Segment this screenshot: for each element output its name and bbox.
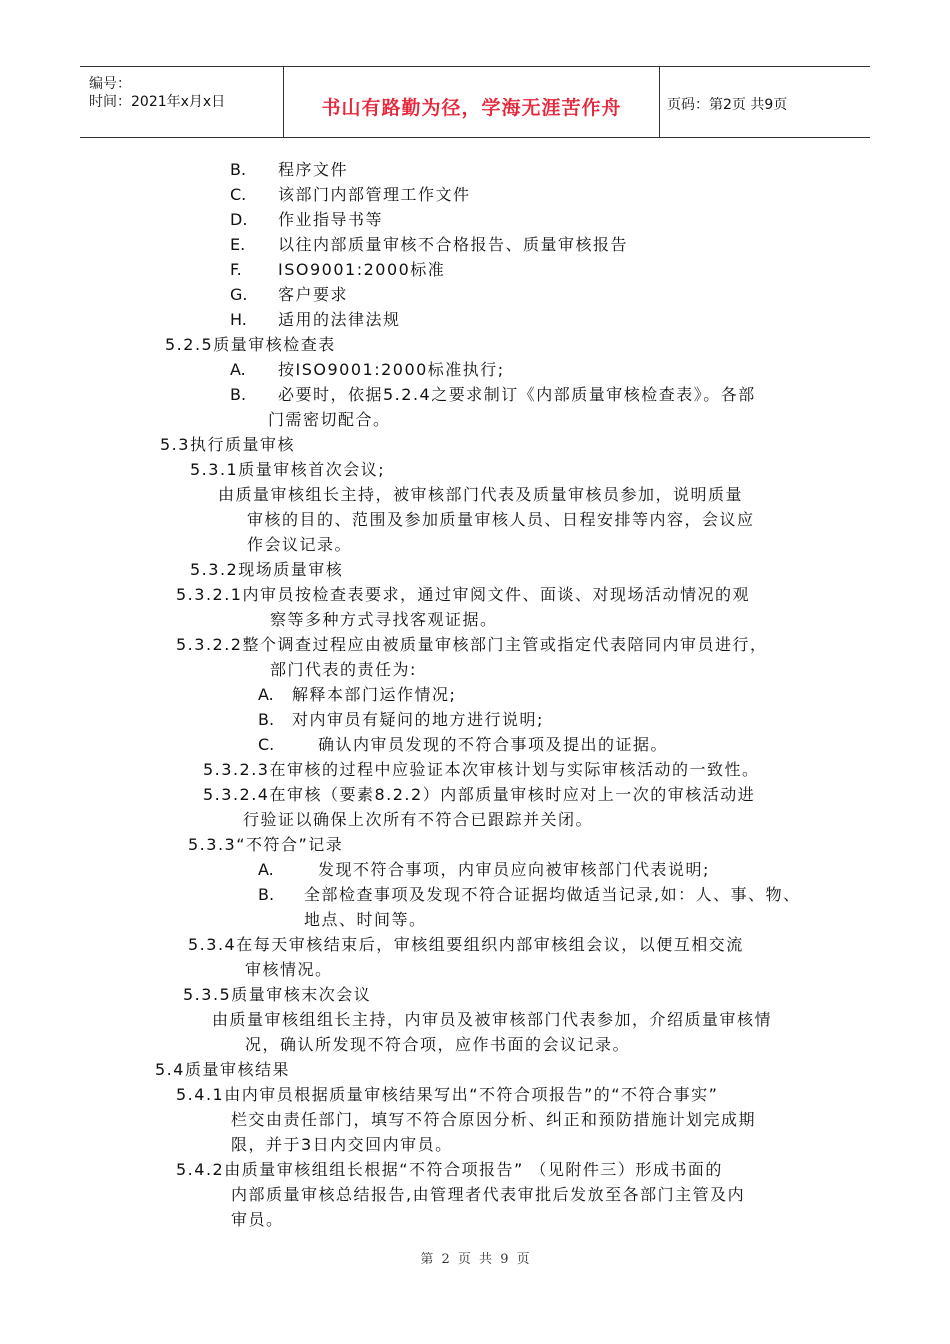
list-marker: C. — [230, 185, 247, 204]
list-item — [230, 360, 505, 380]
list-marker: G. — [230, 285, 248, 304]
list-item — [258, 735, 668, 755]
paragraph-line: 审员。 — [231, 1210, 284, 1229]
list-marker: F. — [230, 260, 242, 279]
list-marker: B. — [230, 385, 247, 404]
list-text: 以往内部质量审核不合格报告、质量审核报告 — [278, 235, 629, 254]
list-text: 对内审员有疑问的地方进行说明; — [292, 710, 544, 729]
list-item — [230, 185, 471, 205]
list-marker: E. — [230, 235, 246, 254]
list-item — [258, 860, 710, 880]
section-heading-5-3-2-2: 5.3.2.2整个调查过程应由被质量审核部门主管或指定代表陪同内审员进行， — [176, 635, 768, 654]
list-marker: A. — [258, 860, 274, 879]
section-heading-5-4: 5.4质量审核结果 — [155, 1060, 290, 1079]
list-text: ISO9001:2000标准 — [278, 260, 446, 279]
list-item — [230, 210, 383, 230]
list-marker: B. — [258, 710, 275, 729]
list-text: 程序文件 — [278, 160, 349, 179]
section-heading-5-3-4: 5.3.4在每天审核结束后，审核组要组织内部审核组会议，以便互相交流 — [188, 935, 744, 954]
section-heading-5-3-2: 5.3.2现场质量审核 — [190, 560, 344, 579]
page-header — [80, 66, 870, 138]
list-item — [230, 160, 348, 180]
doc-number-label: 编号： — [89, 76, 131, 92]
list-text: 解释本部门运作情况; — [292, 685, 457, 704]
list-item — [230, 260, 445, 280]
list-item — [230, 285, 348, 305]
list-item — [258, 885, 801, 905]
section-heading-5-4-2: 5.4.2由质量审核组组长根据“不符合项报告” （见附件三）形成书面的 — [176, 1160, 723, 1179]
list-item — [230, 310, 401, 330]
paragraph-line: 审核情况。 — [245, 960, 333, 979]
list-marker: B. — [230, 160, 247, 179]
list-text: 发现不符合事项，内审员应向被审核部门代表说明; — [318, 860, 710, 879]
list-item — [258, 710, 544, 730]
paragraph-line: 栏交由责任部门，填写不符合原因分析、纠正和预防措施计划完成期 — [231, 1110, 757, 1129]
section-heading-5-3-1: 5.3.1质量审核首次会议; — [190, 460, 386, 479]
list-text: 确认内审员发现的不符合事项及提出的证据。 — [318, 735, 669, 754]
paragraph-line: 由质量审核组长主持，被审核部门代表及质量审核员参加，说明质量 — [218, 485, 744, 504]
paragraph-line: 审核的目的、范围及参加质量审核人员、日程安排等内容，会议应 — [247, 510, 755, 529]
list-text: 该部门内部管理工作文件 — [278, 185, 471, 204]
list-text: 全部检查事项及发现不符合证据均做适当记录,如：人、事、物、 — [304, 885, 801, 904]
list-marker: A. — [258, 685, 274, 704]
paragraph-line: 限，并于3日内交回内审员。 — [231, 1135, 453, 1154]
paragraph-line: 作会议记录。 — [247, 535, 353, 554]
page-footer: 第 2 页 共 9 页 — [420, 1252, 530, 1267]
section-heading-5-4-1: 5.4.1由内审员根据质量审核结果写出“不符合项报告”的“不符合事实” — [176, 1085, 719, 1104]
paragraph-line: 地点、时间等。 — [304, 910, 427, 929]
list-item — [230, 235, 628, 255]
list-marker: B. — [258, 885, 275, 904]
paragraph-line: 行验证以确保上次所有不符合已跟踪并关闭。 — [243, 810, 594, 829]
doc-time-label: 时间：2021年x月x日 — [89, 94, 226, 110]
list-item — [258, 685, 456, 705]
section-heading-5-3-2-4: 5.3.2.4在审核（要素8.2.2）内部质量审核时应对上一次的审核活动进 — [203, 785, 756, 804]
header-meta-cell — [80, 67, 284, 137]
list-item — [230, 385, 756, 405]
list-marker: D. — [230, 210, 248, 229]
paragraph-line: 内部质量审核总结报告,由管理者代表审批后发放至各部门主管及内 — [231, 1185, 746, 1204]
section-heading-5-2-5: 5.2.5质量审核检查表 — [165, 335, 336, 354]
list-text: 适用的法律法规 — [278, 310, 401, 329]
paragraph-line: 况，确认所发现不符合项，应作书面的会议记录。 — [245, 1035, 631, 1054]
paragraph-line: 由质量审核组组长主持，内审员及被审核部门代表参加，介绍质量审核情 — [212, 1010, 773, 1029]
header-page-number: 页码：第2页 共9页 — [667, 97, 788, 113]
section-heading-5-3-2-1: 5.3.2.1内审员按检查表要求，通过审阅文件、面谈、对现场活动情况的观 — [176, 585, 750, 604]
header-motto-cell — [284, 67, 660, 137]
list-text: 必要时，依据5.2.4之要求制订《内部质量审核检查表》。各部 — [278, 385, 756, 404]
header-motto: 书山有路勤为径，学海无涯苦作舟 — [321, 97, 622, 119]
paragraph-line: 部门代表的责任为: — [270, 660, 417, 679]
list-marker: C. — [258, 735, 275, 754]
section-heading-5-3-5: 5.3.5质量审核末次会议 — [183, 985, 372, 1004]
section-heading-5-3-2-3: 5.3.2.3在审核的过程中应验证本次审核计划与实际审核活动的一致性。 — [203, 760, 760, 779]
list-text: 按ISO9001:2000标准执行; — [278, 360, 505, 379]
list-marker: H. — [230, 310, 247, 329]
list-marker: A. — [230, 360, 246, 379]
section-heading-5-3: 5.3执行质量审核 — [160, 435, 295, 454]
section-heading-5-3-3: 5.3.3“不符合”记录 — [188, 835, 344, 854]
header-page-cell — [660, 67, 870, 137]
paragraph-line: 察等多种方式寻找客观证据。 — [270, 610, 498, 629]
paragraph-line: 门需密切配合。 — [268, 410, 391, 429]
list-text: 客户要求 — [278, 285, 349, 304]
list-text: 作业指导书等 — [278, 210, 384, 229]
